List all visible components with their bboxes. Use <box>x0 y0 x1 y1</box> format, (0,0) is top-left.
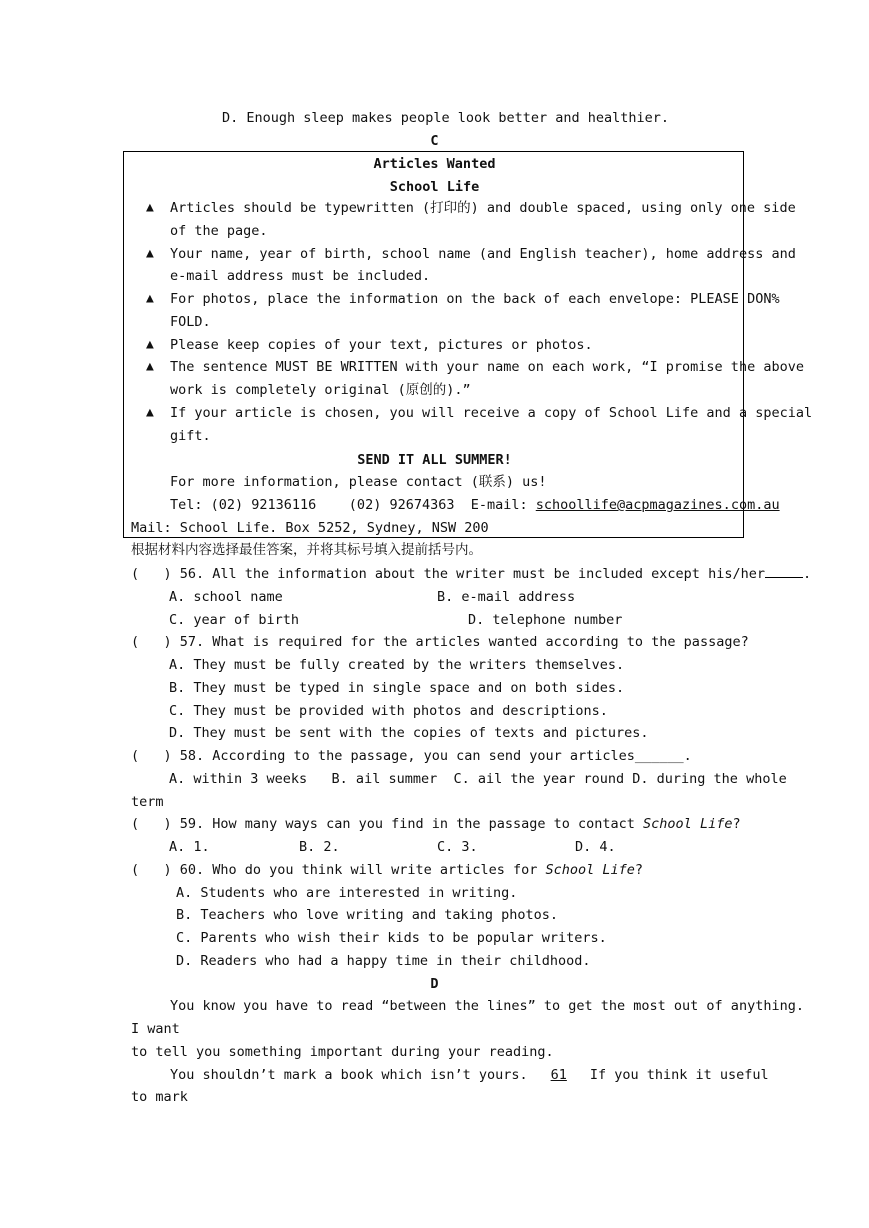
q60-option-d: D. Readers who had a happy time in their childhood. <box>176 953 591 969</box>
q56-option-c: C. year of birth <box>169 612 300 628</box>
q59-end: ? <box>732 816 741 832</box>
q57-option-d: D. They must be sent with the copies of texts and pictures. <box>169 725 649 741</box>
para1-line-2: I want <box>131 1021 180 1037</box>
bullet-5-line-1: The sentence MUST BE WRITTEN with your name on each work, “I promise the above <box>170 359 804 375</box>
q60-magazine-name: School Life <box>545 862 635 878</box>
more-info-text: For more information, please contact (联系) us! <box>170 474 547 490</box>
option-d-previous: D. Enough sleep makes people look better and healthier. <box>222 110 670 126</box>
bullet-4-line-1: Please keep copies of your text, pictures or photos. <box>170 337 593 353</box>
para1-line-1: You know you have to read “between the lines” to get the most out of anything. <box>170 998 804 1014</box>
q58-options-wrap: term <box>131 794 164 810</box>
q59-option-a: A. 1. <box>169 839 210 855</box>
q59-option-b: B. 2. <box>299 839 340 855</box>
bullet-5-line-2: work is completely original (原创的).” <box>170 382 471 398</box>
q60-option-c: C. Parents who wish their kids to be popular writers. <box>176 930 607 946</box>
triangle-bullet-icon: ▲ <box>146 246 154 261</box>
contact-line <box>170 496 780 514</box>
triangle-bullet-icon: ▲ <box>146 200 154 215</box>
q57-option-b: B. They must be typed in single space and on both sides. <box>169 680 625 696</box>
q59-option-c: C. 3. <box>437 839 478 855</box>
para2-line-1 <box>170 1066 769 1084</box>
q59-stem <box>131 815 741 833</box>
q58-options: A. within 3 weeks B. ail summer C. ail the year round D. during the whole <box>169 771 787 787</box>
q56-end: . <box>802 566 812 582</box>
answer-blank <box>765 565 803 578</box>
q56-option-b: B. e-mail address <box>437 589 576 605</box>
tel-text: Tel: (02) 92136116 (02) 92674363 E-mail: <box>170 497 536 513</box>
instruction-text: 根据材料内容选择最佳答案，并将其标号填入提前括号内。 <box>131 542 482 558</box>
q60-option-a: A. Students who are interested in writing. <box>176 885 518 901</box>
para2-end: If you think it useful <box>581 1067 769 1083</box>
bullet-2-line-1: Your name, year of birth, school name (and English teacher), home address and <box>170 246 796 262</box>
q57-stem: ( ) 57. What is required for the articles wanted according to the passage? <box>131 634 749 650</box>
q56-option-a: A. school name <box>169 589 283 605</box>
q57-option-a: A. They must be fully created by the writers themselves. <box>169 657 625 673</box>
triangle-bullet-icon: ▲ <box>146 337 154 352</box>
mail-address: Mail: School Life. Box 5252, Sydney, NSW 200 <box>131 520 489 536</box>
triangle-bullet-icon: ▲ <box>146 359 154 374</box>
q60-option-b: B. Teachers who love writing and taking photos. <box>176 907 559 923</box>
q56-stem <box>131 565 811 583</box>
triangle-bullet-icon: ▲ <box>146 291 154 306</box>
q57-option-c: C. They must be provided with photos and descriptions. <box>169 703 608 719</box>
section-d-heading: D <box>430 976 439 992</box>
bullet-6-line-1: If your article is chosen, you will receive a copy of School Life and a special <box>170 405 813 421</box>
q56-option-d: D. telephone number <box>468 612 623 628</box>
send-heading: SEND IT ALL SUMMER! <box>357 452 512 468</box>
box-subtitle: School Life <box>389 179 480 195</box>
bullet-1-line-2: of the page. <box>170 223 268 239</box>
email-link[interactable]: schoollife@acpmagazines.com.au <box>535 497 780 513</box>
q59-stem-text: ( ) 59. How many ways can you find in the passage to contact <box>131 816 644 832</box>
para2-line-2: to mark <box>131 1089 188 1105</box>
q60-stem-text: ( ) 60. Who do you think will write articles for <box>131 862 546 878</box>
triangle-bullet-icon: ▲ <box>146 405 154 420</box>
bullet-3-line-1: For photos, place the information on the back of each envelope: PLEASE DON% <box>170 291 780 307</box>
bullet-6-line-2: gift. <box>170 428 211 444</box>
para1-line-3: to tell you something important during your reading. <box>131 1044 554 1060</box>
q60-end: ? <box>634 862 644 878</box>
box-title: Articles Wanted <box>373 156 496 172</box>
q59-option-d: D. 4. <box>575 839 616 855</box>
q59-magazine-name: School Life <box>643 816 733 832</box>
bullet-1-line-1: Articles should be typewritten (打印的) and double spaced, using only one side <box>170 200 796 216</box>
q56-stem-text: ( ) 56. All the information about the writer must be included except his/her <box>131 566 765 582</box>
q58-stem: ( ) 58. According to the passage, you can send your articles______. <box>131 748 692 764</box>
bullet-3-line-2: FOLD. <box>170 314 211 330</box>
q60-stem <box>131 861 643 879</box>
section-c-heading: C <box>430 133 439 149</box>
bullet-2-line-2: e-mail address must be included. <box>170 268 431 284</box>
para2-start: You shouldn’t mark a book which isn’t yours. <box>170 1067 536 1083</box>
blank-61: 61 <box>550 1067 567 1083</box>
